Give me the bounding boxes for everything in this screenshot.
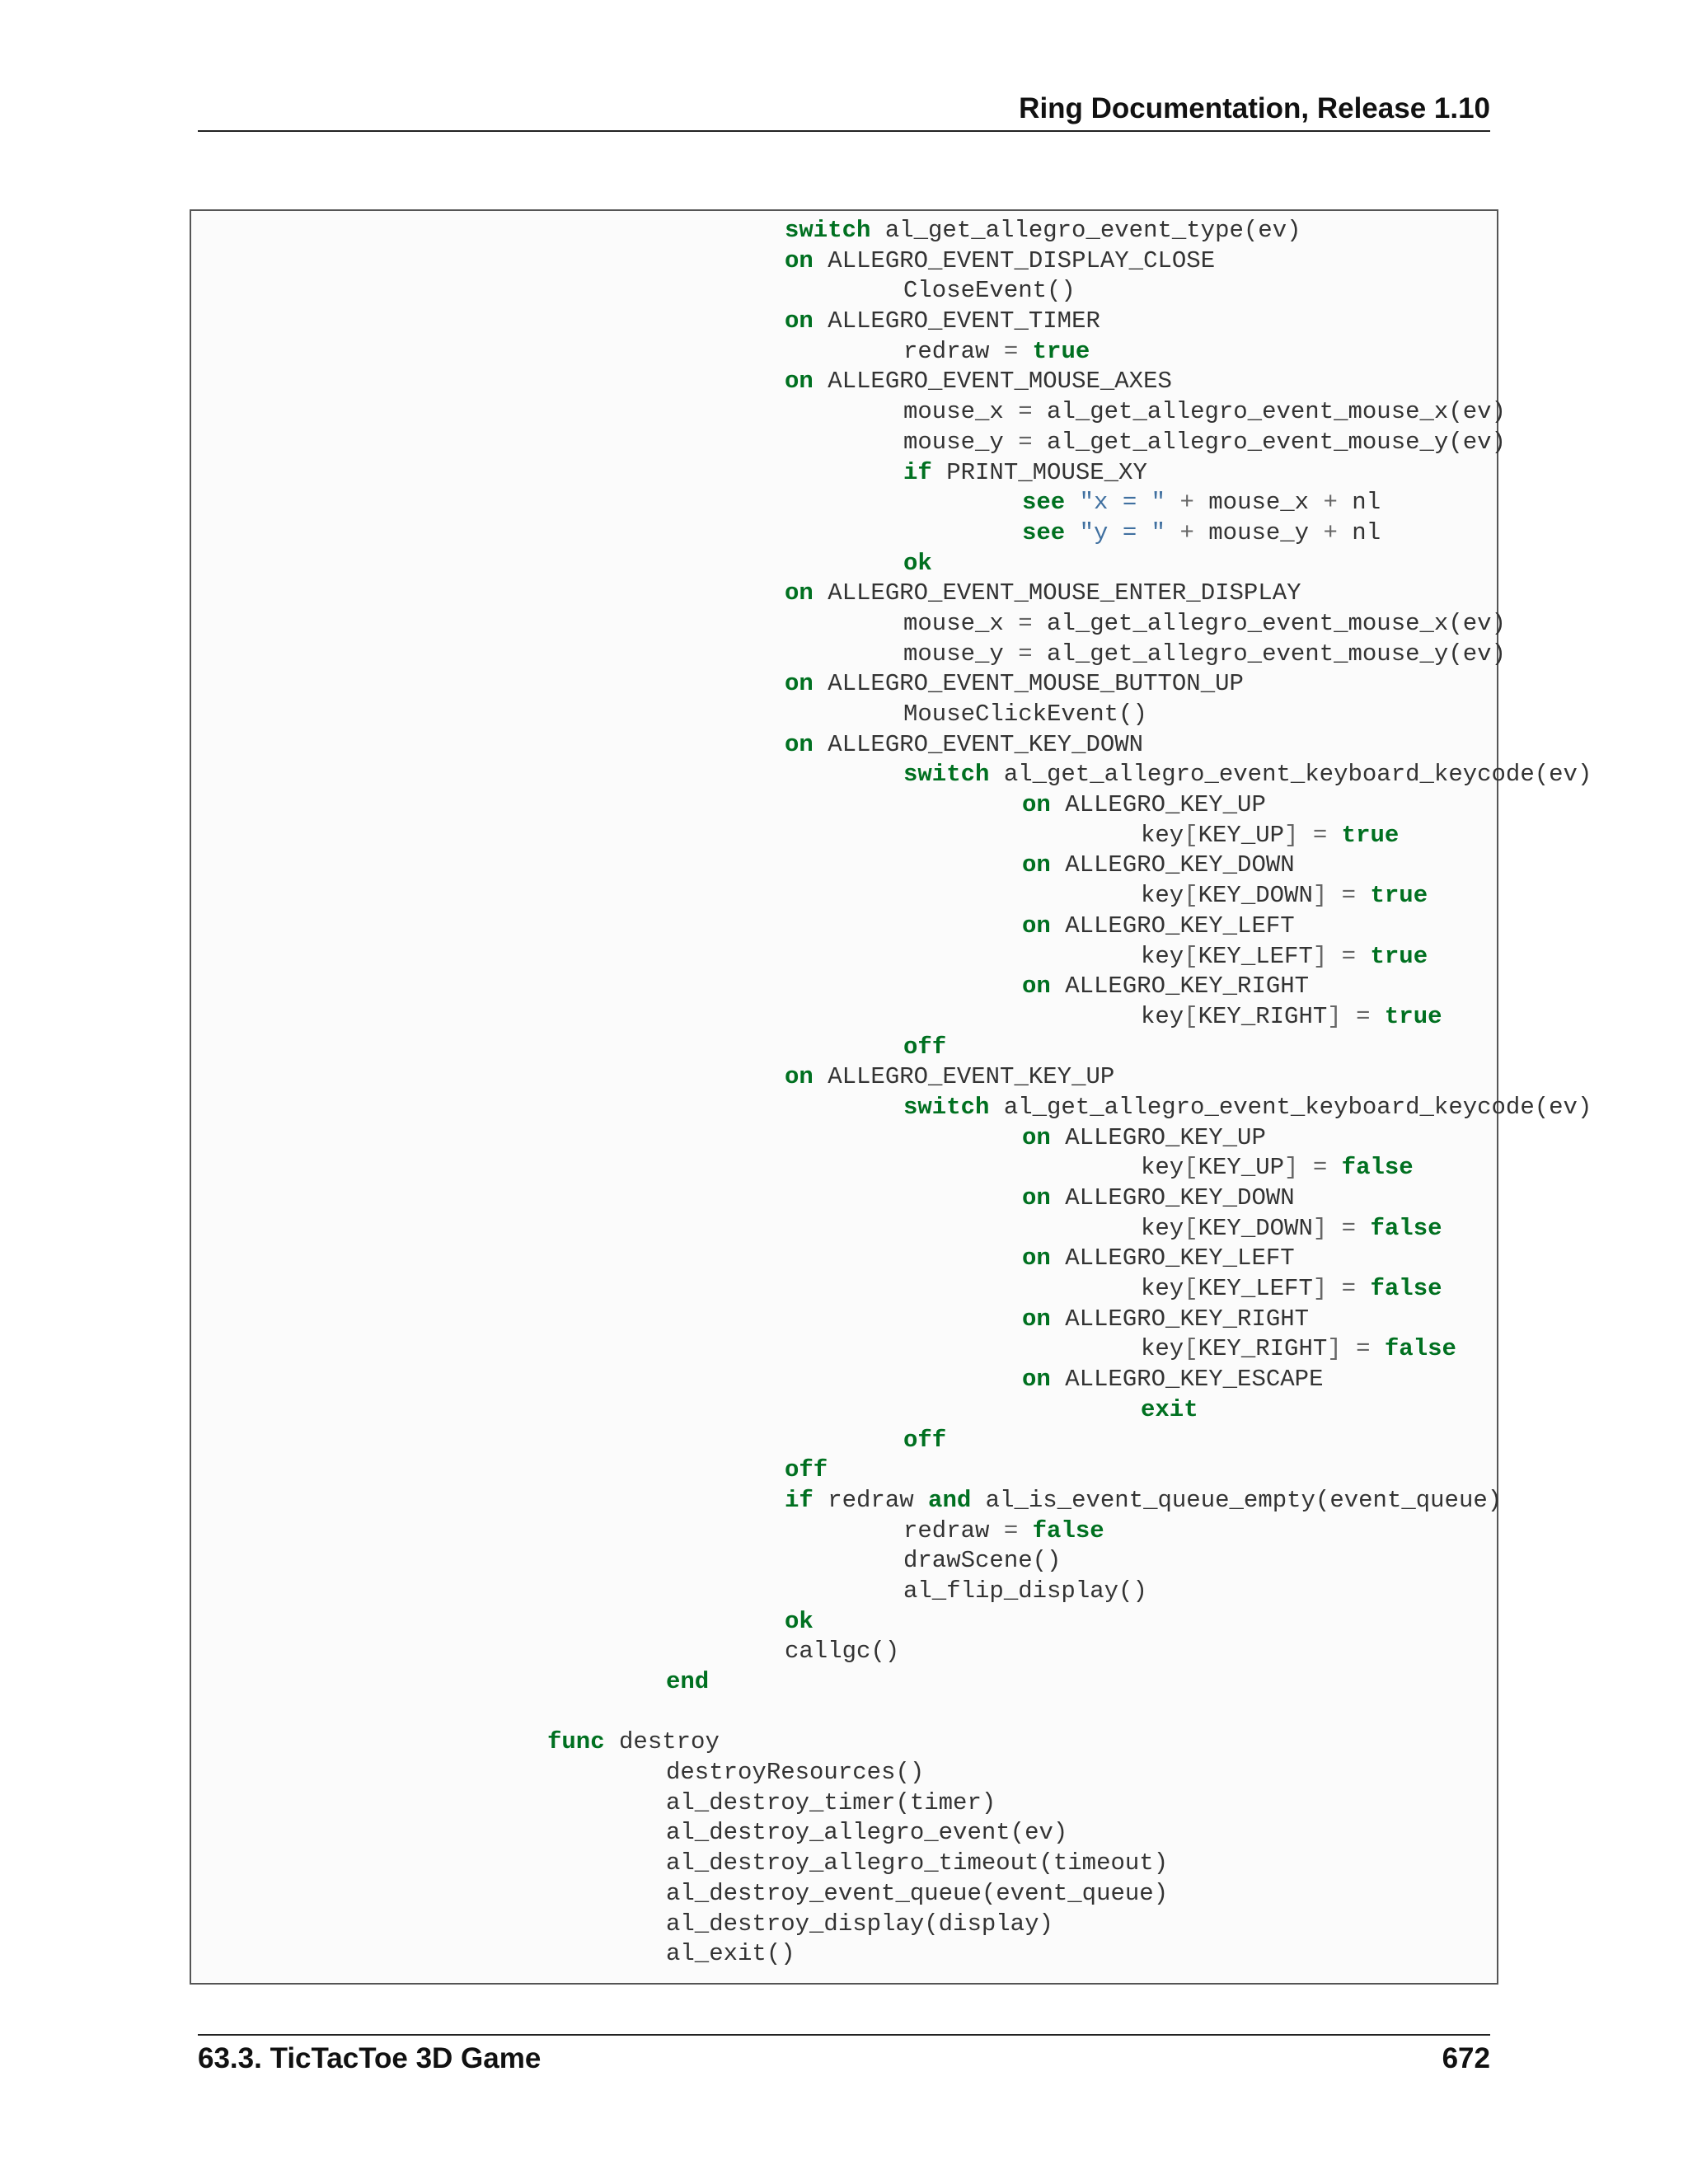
code-line <box>191 760 1592 790</box>
code-line <box>191 1486 1592 1516</box>
code-keyword: false <box>1370 1214 1442 1242</box>
code-line <box>191 1516 1592 1547</box>
code-text: destroyResources() <box>666 1759 925 1787</box>
code-text: al_get_allegro_event_keyboard_keycode(ev) <box>989 1093 1592 1121</box>
code-text: ALLEGRO_KEY_UP <box>1050 1123 1266 1151</box>
code-line <box>191 821 1592 851</box>
code-text <box>1327 1275 1341 1302</box>
code-line <box>191 851 1592 881</box>
code-text: ALLEGRO_EVENT_KEY_DOWN <box>813 730 1144 758</box>
code-text <box>1327 882 1341 909</box>
code-line <box>191 640 1592 670</box>
code-text: ALLEGRO_EVENT_MOUSE_BUTTON_UP <box>813 670 1244 698</box>
header-divider <box>198 130 1490 132</box>
code-keyword: and <box>928 1486 972 1514</box>
code-line <box>191 1395 1592 1426</box>
code-keyword: on <box>785 307 814 335</box>
code-keyword: end <box>666 1668 710 1695</box>
code-text <box>1327 1215 1341 1242</box>
code-operator: = <box>1341 1214 1357 1242</box>
code-keyword: on <box>1022 1123 1051 1151</box>
code-text <box>1342 1335 1356 1362</box>
code-line <box>191 216 1592 246</box>
code-line <box>191 1334 1592 1365</box>
code-text: KEY_RIGHT <box>1198 1002 1328 1030</box>
code-text: KEY_DOWN <box>1198 882 1313 910</box>
code-keyword: func <box>547 1728 605 1756</box>
code-line <box>191 1667 1592 1698</box>
code-string: "y = " <box>1079 518 1166 546</box>
code-line <box>191 1062 1592 1093</box>
code-operator: + <box>1323 518 1338 546</box>
code-line <box>191 1788 1592 1819</box>
code-keyword: on <box>1022 912 1051 940</box>
code-text: al_get_allegro_event_mouse_y(ev) <box>1032 640 1506 668</box>
code-text <box>1356 882 1370 909</box>
code-operator: = <box>1341 1275 1357 1303</box>
code-text <box>1356 1215 1370 1242</box>
code-line <box>191 1183 1592 1214</box>
code-text: ALLEGRO_KEY_DOWN <box>1050 1184 1295 1212</box>
code-text <box>1018 1517 1032 1544</box>
code-text: key <box>1141 882 1184 910</box>
code-line <box>191 1455 1592 1486</box>
footer-section-title: 63.3. TicTacToe 3D Game <box>198 2042 542 2074</box>
code-keyword: switch <box>785 217 871 244</box>
code-text: CloseEvent() <box>903 277 1076 305</box>
code-keyword: on <box>785 670 814 698</box>
code-text: redraw <box>903 1516 1004 1544</box>
code-text: al_destroy_allegro_timeout(timeout) <box>666 1849 1169 1877</box>
code-operator: + <box>1179 489 1194 517</box>
code-line <box>191 246 1592 277</box>
code-keyword: false <box>1032 1516 1104 1544</box>
code-keyword: on <box>785 246 814 274</box>
code-text <box>1327 1154 1341 1181</box>
code-text: al_get_allegro_event_mouse_x(ev) <box>1032 398 1506 426</box>
code-text: redraw <box>813 1486 929 1514</box>
code-operator: [ <box>1184 1335 1198 1363</box>
code-text: KEY_DOWN <box>1198 1214 1313 1242</box>
code-text: ALLEGRO_EVENT_DISPLAY_CLOSE <box>813 246 1216 274</box>
code-keyword: on <box>1022 1184 1051 1212</box>
code-operator: = <box>1003 337 1019 365</box>
code-keyword: if <box>903 458 932 486</box>
code-operator: ] <box>1327 1002 1342 1030</box>
code-line <box>191 458 1592 489</box>
code-keyword: on <box>1022 972 1051 1001</box>
code-line <box>191 942 1592 972</box>
code-text <box>1065 519 1079 546</box>
code-text <box>1370 1003 1384 1030</box>
code-text: redraw <box>903 337 1004 365</box>
code-text: KEY_RIGHT <box>1198 1335 1328 1363</box>
code-line <box>191 1274 1592 1305</box>
code-operator: = <box>1018 609 1033 637</box>
code-operator: = <box>1356 1002 1371 1030</box>
code-text: key <box>1141 942 1184 970</box>
code-operator: + <box>1179 518 1194 546</box>
code-keyword: false <box>1384 1335 1456 1363</box>
code-text: al_get_allegro_event_type(ev) <box>870 217 1301 244</box>
code-line <box>191 790 1592 821</box>
code-text <box>1165 519 1179 546</box>
code-operator: + <box>1323 489 1338 517</box>
code-text: ALLEGRO_KEY_ESCAPE <box>1050 1366 1324 1394</box>
code-operator: [ <box>1184 942 1198 970</box>
code-text: key <box>1141 1154 1184 1182</box>
code-text: al_exit() <box>666 1940 795 1968</box>
code-text: al_destroy_timer(timer) <box>666 1788 996 1816</box>
code-line <box>191 518 1592 549</box>
code-line <box>191 1002 1592 1033</box>
code-block <box>190 209 1592 1985</box>
code-line <box>191 1546 1592 1577</box>
code-line <box>191 307 1592 337</box>
code-line <box>191 1637 1592 1667</box>
code-keyword: on <box>1022 1244 1051 1272</box>
code-text: KEY_UP <box>1198 821 1285 849</box>
code-operator: = <box>1341 942 1357 970</box>
code-text: mouse_x <box>903 398 1019 426</box>
code-line <box>191 972 1592 1002</box>
code-line <box>191 276 1592 307</box>
code-operator: ] <box>1312 1214 1328 1242</box>
code-text: al_is_event_queue_empty(event_queue) <box>971 1486 1503 1514</box>
code-operator: ] <box>1284 821 1299 849</box>
code-line <box>191 881 1592 912</box>
code-listing <box>191 216 1592 1970</box>
code-operator: [ <box>1184 1002 1198 1030</box>
code-keyword: on <box>785 368 814 396</box>
code-keyword: on <box>1022 791 1051 819</box>
code-text: key <box>1141 1214 1184 1242</box>
code-line <box>191 1910 1592 1940</box>
code-text: mouse_x <box>1193 489 1324 517</box>
code-operator: = <box>1312 1154 1328 1182</box>
code-text <box>1342 1003 1356 1030</box>
code-keyword: true <box>1032 337 1090 365</box>
code-text <box>1327 822 1341 849</box>
code-string: "x = " <box>1079 489 1166 517</box>
code-keyword: if <box>785 1486 814 1514</box>
code-text: mouse_y <box>1193 518 1324 546</box>
code-operator: [ <box>1184 882 1198 910</box>
code-line <box>191 1698 1592 1728</box>
code-operator: ] <box>1312 1275 1328 1303</box>
page-header-title: Ring Documentation, Release 1.10 <box>1019 92 1490 124</box>
code-line <box>191 1365 1592 1395</box>
code-text: mouse_y <box>903 428 1019 456</box>
code-keyword: off <box>903 1426 947 1454</box>
code-text <box>1356 943 1370 970</box>
code-keyword: switch <box>903 761 990 789</box>
code-keyword: on <box>785 579 814 607</box>
code-line <box>191 428 1592 458</box>
code-line <box>191 1939 1592 1970</box>
code-keyword: true <box>1370 882 1428 910</box>
code-operator: [ <box>1184 1154 1198 1182</box>
code-text: ALLEGRO_EVENT_MOUSE_ENTER_DISPLAY <box>813 579 1301 607</box>
code-keyword: switch <box>903 1093 990 1121</box>
code-line <box>191 1153 1592 1183</box>
code-text: KEY_LEFT <box>1198 942 1313 970</box>
code-line <box>191 1607 1592 1638</box>
code-text: ALLEGRO_KEY_DOWN <box>1050 851 1295 879</box>
code-line <box>191 367 1592 397</box>
code-text: mouse_x <box>903 609 1019 637</box>
code-line <box>191 1305 1592 1335</box>
code-keyword: see <box>1022 518 1066 546</box>
code-keyword: ok <box>785 1607 814 1635</box>
code-line <box>191 1818 1592 1849</box>
code-keyword: true <box>1384 1002 1442 1030</box>
code-line <box>191 1849 1592 1879</box>
code-text: key <box>1141 1335 1184 1363</box>
code-line <box>191 488 1592 518</box>
code-line <box>191 912 1592 942</box>
code-operator: ] <box>1327 1335 1342 1363</box>
code-line <box>191 397 1592 428</box>
code-line <box>191 700 1592 730</box>
code-text: key <box>1141 1275 1184 1303</box>
code-text <box>1370 1335 1384 1362</box>
code-keyword: exit <box>1141 1395 1198 1423</box>
code-text <box>1356 1275 1370 1302</box>
code-text: al_get_allegro_event_keyboard_keycode(ev) <box>989 761 1592 789</box>
code-line <box>191 1244 1592 1274</box>
code-text <box>1065 489 1079 516</box>
code-line <box>191 1758 1592 1788</box>
code-operator: = <box>1018 428 1033 456</box>
code-operator: ] <box>1284 1154 1299 1182</box>
code-keyword: ok <box>903 549 932 577</box>
code-operator: [ <box>1184 821 1198 849</box>
code-text: ALLEGRO_EVENT_KEY_UP <box>813 1063 1115 1091</box>
code-line <box>191 579 1592 609</box>
code-text: destroy <box>604 1728 720 1756</box>
code-text: key <box>1141 821 1184 849</box>
code-text: ALLEGRO_KEY_RIGHT <box>1050 972 1310 1001</box>
code-operator: = <box>1356 1335 1371 1363</box>
code-operator: = <box>1018 640 1033 668</box>
code-keyword: true <box>1341 821 1400 849</box>
code-line <box>191 1577 1592 1607</box>
code-text <box>1327 943 1341 970</box>
code-line <box>191 1093 1592 1123</box>
code-text: al_flip_display() <box>903 1577 1147 1605</box>
code-line <box>191 337 1592 368</box>
code-text: drawScene() <box>903 1547 1062 1575</box>
code-text: al_destroy_event_queue(event_queue) <box>666 1879 1169 1907</box>
code-text: ALLEGRO_KEY_LEFT <box>1050 1244 1295 1272</box>
code-text: nl <box>1337 489 1381 517</box>
code-operator: = <box>1341 882 1357 910</box>
code-text: ALLEGRO_KEY_LEFT <box>1050 912 1295 940</box>
page-number: 672 <box>1442 2042 1490 2074</box>
code-text: KEY_LEFT <box>1198 1275 1313 1303</box>
code-line <box>191 609 1592 640</box>
code-operator: ] <box>1312 882 1328 910</box>
code-keyword: false <box>1341 1154 1414 1182</box>
code-operator: ] <box>1312 942 1328 970</box>
code-operator: = <box>1003 1516 1019 1544</box>
code-text: al_get_allegro_event_mouse_x(ev) <box>1032 609 1506 637</box>
code-keyword: see <box>1022 489 1066 517</box>
code-text <box>1165 489 1179 516</box>
code-line <box>191 1879 1592 1910</box>
code-line <box>191 1123 1592 1154</box>
code-keyword: on <box>1022 1305 1051 1333</box>
code-line <box>191 1426 1592 1456</box>
code-line <box>191 549 1592 579</box>
code-text: ALLEGRO_KEY_RIGHT <box>1050 1305 1310 1333</box>
code-keyword: on <box>785 1063 814 1091</box>
code-keyword: on <box>1022 1366 1051 1394</box>
code-keyword: true <box>1370 942 1428 970</box>
code-text: ALLEGRO_EVENT_TIMER <box>813 307 1100 335</box>
code-text <box>1018 338 1032 365</box>
code-operator: [ <box>1184 1214 1198 1242</box>
footer-divider <box>198 2034 1490 2036</box>
code-text: callgc() <box>785 1638 900 1666</box>
code-text: MouseClickEvent() <box>903 701 1147 728</box>
code-text: al_destroy_allegro_event(ev) <box>666 1819 1068 1847</box>
code-text: key <box>1141 1002 1184 1030</box>
code-keyword: off <box>785 1456 828 1484</box>
code-line <box>191 1727 1592 1758</box>
code-keyword: on <box>1022 851 1051 879</box>
code-text: KEY_UP <box>1198 1154 1285 1182</box>
code-text: nl <box>1337 518 1381 546</box>
code-line <box>191 1214 1592 1244</box>
code-text: ALLEGRO_EVENT_MOUSE_AXES <box>813 368 1172 396</box>
code-text: ALLEGRO_KEY_UP <box>1050 791 1266 819</box>
code-text: mouse_y <box>903 640 1019 668</box>
code-text <box>1298 822 1312 849</box>
code-line <box>191 669 1592 700</box>
code-operator: [ <box>1184 1275 1198 1303</box>
code-text: al_get_allegro_event_mouse_y(ev) <box>1032 428 1506 456</box>
code-keyword: false <box>1370 1275 1442 1303</box>
code-operator: = <box>1018 398 1033 426</box>
code-line <box>191 730 1592 761</box>
code-text: PRINT_MOUSE_XY <box>931 458 1147 486</box>
code-text: al_destroy_display(display) <box>666 1910 1053 1938</box>
code-keyword: on <box>785 730 814 758</box>
code-keyword: off <box>903 1033 947 1061</box>
code-operator: = <box>1312 821 1328 849</box>
code-text <box>1298 1154 1312 1181</box>
code-line <box>191 1033 1592 1063</box>
